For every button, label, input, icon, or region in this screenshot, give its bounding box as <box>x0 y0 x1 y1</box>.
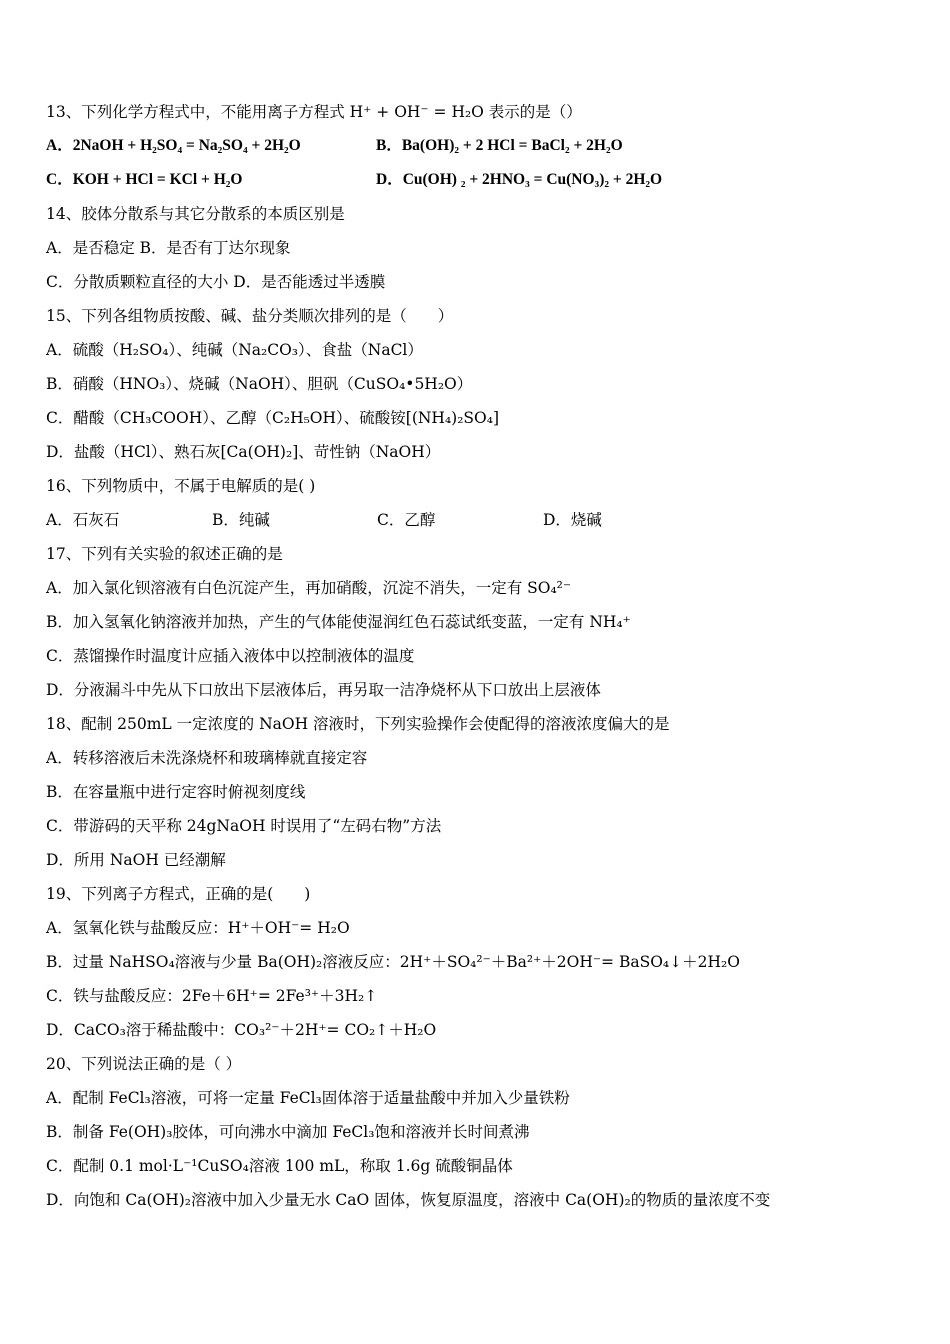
question-18-option-c: C．带游码的天平称 24gNaOH 时误用了“左码右物”方法 <box>46 817 442 835</box>
question-16-option-a: A．石灰石 <box>46 511 120 529</box>
question-15-stem: 15、下列各组物质按酸、碱、盐分类顺次排列的是（ ） <box>46 307 454 325</box>
question-13-stem: 13、下列化学方程式中，不能用离子方程式 H⁺ + OH⁻ = H₂O 表示的是（） <box>46 103 582 121</box>
question-13-option-b: B．Ba(OH)₂ + 2 HCl = BaCl₂ + 2H₂O <box>376 137 623 154</box>
question-18-option-b: B．在容量瓶中进行定容时俯视刻度线 <box>46 783 306 801</box>
question-18-option-d: D．所用 NaOH 已经潮解 <box>46 851 226 869</box>
question-19-option-c: C．铁与盐酸反应：2Fe＋6H⁺= 2Fe³⁺＋3H₂↑ <box>46 987 378 1005</box>
question-20-option-d: D．向饱和 Ca(OH)₂溶液中加入少量无水 CaO 固体，恢复原温度，溶液中 Ca(OH)₂的物质的量浓度不变 <box>46 1191 771 1209</box>
question-13-option-d: D．Cu(OH) ₂ + 2HNO₃ = Cu(NO₃)₂ + 2H₂O <box>376 171 663 188</box>
question-18-stem: 18、配制 250mL 一定浓度的 NaOH 溶液时，下列实验操作会使配得的溶液浓度偏大的是 <box>46 715 670 733</box>
question-16-option-b: B．纯碱 <box>212 511 270 529</box>
question-15-option-c: C．醋酸（CH₃COOH）、乙醇（C₂H₅OH）、硫酸铵[(NH₄)₂SO₄] <box>46 409 500 427</box>
question-14-stem: 14、胶体分散系与其它分散系的本质区别是 <box>46 205 345 223</box>
question-20-option-b: B．制备 Fe(OH)₃胶体，可向沸水中滴加 FeCl₃饱和溶液并长时间煮沸 <box>46 1123 530 1141</box>
question-17-option-d: D．分液漏斗中先从下口放出下层液体后，再另取一洁净烧杯从下口放出上层液体 <box>46 681 601 699</box>
question-16-option-d: D．烧碱 <box>543 511 602 529</box>
question-19-option-b: B．过量 NaHSO₄溶液与少量 Ba(OH)₂溶液反应：2H⁺＋SO₄²⁻＋Ba²⁺＋2OH⁻= BaSO₄↓＋2H₂O <box>46 953 740 971</box>
question-17-option-c: C．蒸馏操作时温度计应插入液体中以控制液体的温度 <box>46 647 415 665</box>
question-16-stem: 16、下列物质中，不属于电解质的是( ) <box>46 477 316 495</box>
question-20-option-a: A．配制 FeCl₃溶液，可将一定量 FeCl₃固体溶于适量盐酸中并加入少量铁粉 <box>46 1089 570 1107</box>
question-18-option-a: A．转移溶液后未洗涤烧杯和玻璃棒就直接定容 <box>46 749 368 767</box>
question-14-options-cd: C．分散质颗粒直径的大小 D．是否能透过半透膜 <box>46 273 386 291</box>
question-20-stem: 20、下列说法正确的是（ ） <box>46 1055 242 1073</box>
question-14-options-ab: A．是否稳定 B．是否有丁达尔现象 <box>46 239 291 257</box>
question-13-option-a: A．2NaOH + H₂SO₄ = Na₂SO₄ + 2H₂O <box>46 137 301 154</box>
question-16-option-c: C．乙醇 <box>377 511 436 529</box>
question-13-option-c: C．KOH + HCl = KCl + H₂O <box>46 171 243 188</box>
question-19-option-d: D．CaCO₃溶于稀盐酸中：CO₃²⁻＋2H⁺= CO₂↑＋H₂O <box>46 1021 437 1039</box>
question-17-option-a: A．加入氯化钡溶液有白色沉淀产生，再加硝酸，沉淀不消失，一定有 SO₄²⁻ <box>46 579 572 597</box>
question-15-option-d: D．盐酸（HCl）、熟石灰[Ca(OH)₂]、苛性钠（NaOH） <box>46 443 441 461</box>
question-19-stem: 19、下列离子方程式，正确的是( ) <box>46 885 311 903</box>
question-17-option-b: B．加入氢氧化钠溶液并加热，产生的气体能使湿润红色石蕊试纸变蓝，一定有 NH₄⁺ <box>46 613 631 631</box>
question-15-option-b: B．硝酸（HNO₃）、烧碱（NaOH）、胆矾（CuSO₄•5H₂O） <box>46 375 473 393</box>
question-20-option-c: C．配制 0.1 mol·L⁻¹CuSO₄溶液 100 mL，称取 1.6g 硫酸铜晶体 <box>46 1157 513 1175</box>
question-17-stem: 17、下列有关实验的叙述正确的是 <box>46 545 283 563</box>
question-15-option-a: A．硫酸（H₂SO₄）、纯碱（Na₂CO₃）、食盐（NaCl） <box>46 341 423 359</box>
question-19-option-a: A．氢氧化铁与盐酸反应：H⁺＋OH⁻= H₂O <box>46 919 350 937</box>
